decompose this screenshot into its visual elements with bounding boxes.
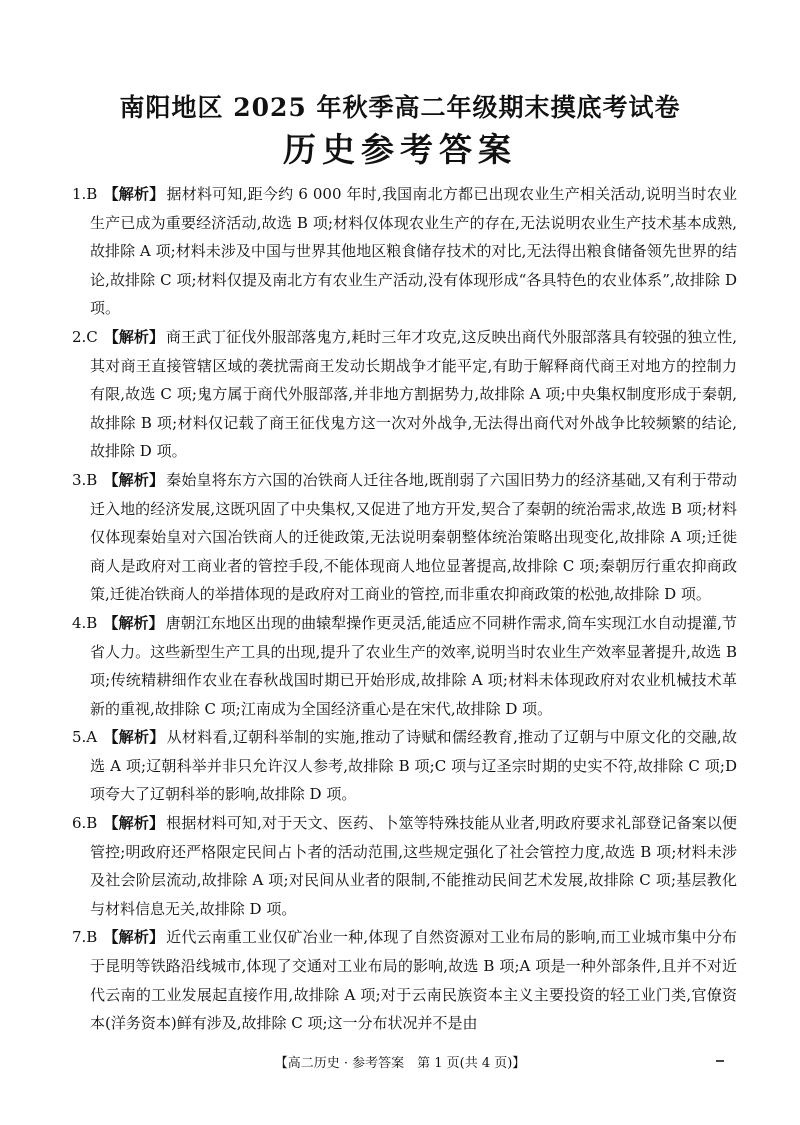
answer-text: 秦始皇将东方六国的冶铁商人迁往各地,既削弱了六国旧势力的经济基础,又有利于带动迁入地的经济发展,这既巩固了中央集权,又促进了地方开发,契合了秦朝的统治需求,故选 B 项;材料仅体现秦始皇对六国冶铁商人的迁徙政策,无法说明秦朝整体统治策略出现变化,故排除 A 项;迁徙商人是政府对工商业者的管控手段,不能体现商人地位显著提高,故排除 C 项;秦朝厉行重农抑商政策,迁徙冶铁商人的举措体现的是政府对工商业的管控,而非重农抑商政策的松弛,故排除 D 项。 <box>90 470 737 604</box>
answer-text: 从材料看,辽朝科举制的实施,推动了诗赋和儒经教育,推动了辽朝与中原文化的交融,故选 A 项;辽朝科举并非只允许汉人参考,故排除 B 项;C 项与辽圣宗时期的史实不符,故排除 C 项;D 项夸大了辽朝科举的影响,故排除 D 项。 <box>90 728 737 804</box>
answer-text: 唐朝江东地区出现的曲辕犁操作更灵活,能适应不同耕作需求,筒车实现江水自动提灌,节省人力。这些新型生产工具的出现,提升了农业生产的效率,说明当时农业生产效率显著提升,故选 B 项;传统精耕细作农业在春秋战国时期已开始形成,故排除 A 项;材料未体现政府对农业机械技术革新的重视,故排除 C 项;江南成为全国经济重心是在宋代,故排除 D 项。 <box>90 613 737 718</box>
answer-text: 商王武丁征伐外服部落鬼方,耗时三年才攻克,这反映出商代外服部落具有较强的独立性,其对商王直接管辖区域的袭扰需商王发动长期战争才能平定,有助于解释商代商王对地方的控制力有限,故选 C 项;鬼方属于商代外服部落,并非地方割据势力,故排除 A 项;中央集权制度形成于秦朝,故排除 B 项;材料仅记载了商王征伐鬼方这一次对外战争,无法得出商代对外战争比较频繁的结论,故排除 D 项。 <box>90 327 737 461</box>
answer-key-title: 历史参考答案 <box>283 130 517 169</box>
answer-number: 5.A <box>72 728 98 747</box>
analysis-tag: 【解析】 <box>103 928 165 947</box>
answer-number: 2.C <box>72 327 98 346</box>
corner-mark <box>716 1060 724 1062</box>
answer-number: 1.B <box>72 185 98 203</box>
analysis-tag: 【解析】 <box>103 185 165 203</box>
answer-text: 据材料可知,距今约 6 000 年时,我国南北方都已出现农业生产相关活动,说明当时农业生产已成为重要经济活动,故选 B 项;材料仅体现农业生产的存在,无法说明农业生产技术基本成熟,故排除 A 项;材料未涉及中国与世界其他地区粮食储存技术的对比,无法得出粮食储备领先世界的结论,故排除 C 项;材料仅提及南北方有农业生产活动,没有体现形成“各具特色的农业体系”,故排除 D 项。 <box>90 185 737 318</box>
answer-item-4 <box>72 609 737 723</box>
exam-title: 南阳地区 2025 年秋季高二年级期末摸底考试卷 <box>119 93 681 122</box>
answer-list <box>72 180 737 1038</box>
analysis-tag: 【解析】 <box>103 613 164 632</box>
analysis-tag: 【解析】 <box>103 327 165 346</box>
answer-number: 7.B <box>72 928 98 947</box>
answer-number: 4.B <box>72 613 98 632</box>
analysis-tag: 【解析】 <box>103 814 165 833</box>
answer-item-7 <box>72 923 737 1037</box>
answer-item-1 <box>72 180 737 323</box>
analysis-tag: 【解析】 <box>103 470 165 489</box>
answer-number: 6.B <box>72 814 98 833</box>
page-footer: 【高二历史 · 参考答案 第 1 页(共 4 页)】 <box>274 1056 526 1071</box>
answer-text: 近代云南重工业仅矿冶业一种,体现了自然资源对工业布局的影响,而工业城市集中分布于昆明等铁路沿线城市,体现了交通对工业布局的影响,故选 B 项;A 项是一种外部条件,且并不对近代云南的工业发展起直接作用,故排除 A 项;对于云南民族资本主义主要投资的轻工业门类,官僚资本(洋务资本)鲜有涉及,故排除 C 项;这一分布状况并不是由 <box>90 928 737 1033</box>
analysis-tag: 【解析】 <box>103 728 165 747</box>
answer-item-2 <box>72 323 737 466</box>
answer-number: 3.B <box>72 470 98 489</box>
answer-text: 根据材料可知,对于天文、医药、卜筮等特殊技能从业者,明政府要求礼部登记备案以便管控;明政府还严格限定民间占卜者的活动范围,这些规定强化了社会管控力度,故选 B 项;材料未涉及社会阶层流动,故排除 A 项;对民间从业者的限制,不能推动民间艺术发展,故排除 C 项;基层教化与材料信息无关,故排除 D 项。 <box>90 814 737 918</box>
answer-item-3 <box>72 466 737 609</box>
answer-item-5 <box>72 723 737 809</box>
answer-item-6 <box>72 809 737 923</box>
